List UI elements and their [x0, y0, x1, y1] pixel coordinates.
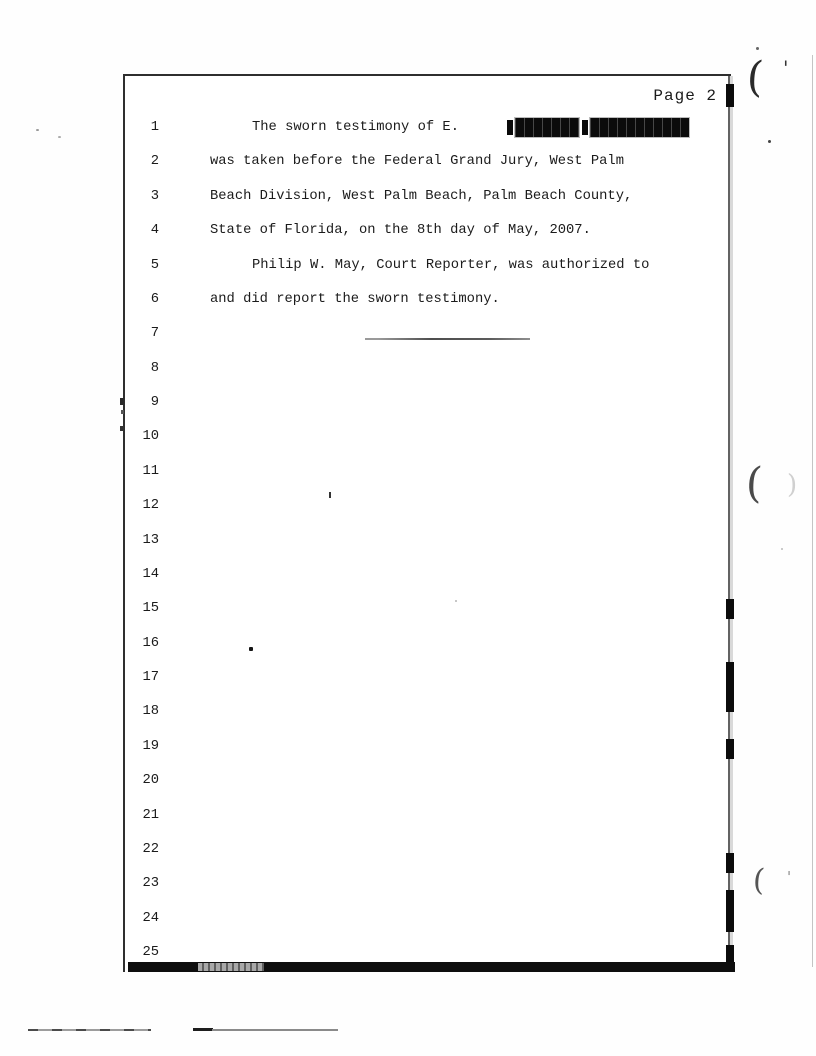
line-number: 19 [142, 738, 159, 754]
scan-dash-line [193, 1028, 213, 1031]
line-number: 7 [150, 326, 159, 342]
scan-mark-paren-middle: ( [744, 457, 764, 508]
transcript-line-row [125, 324, 731, 344]
scan-dot-left-margin [36, 129, 39, 131]
transcript-line-row [125, 531, 731, 551]
transcript-line-row [125, 840, 731, 860]
scan-mark-paren-bottom: ( [751, 862, 766, 899]
transcript-line-row [125, 496, 731, 516]
line-number: 8 [150, 360, 159, 376]
scan-dot-left-margin [58, 136, 61, 138]
signature-rule [365, 338, 530, 340]
page-frame [123, 74, 731, 972]
page-border-right [726, 76, 733, 972]
transcript-line-row [125, 427, 731, 447]
line-number: 16 [142, 635, 159, 651]
transcript-line-row [125, 565, 731, 585]
transcript-line-row [125, 256, 731, 276]
transcript-line-row [125, 221, 731, 241]
scan-edge-line [812, 55, 813, 967]
scan-dash-line [28, 1029, 151, 1031]
page-border-bottom [128, 962, 735, 972]
transcript-line-row [125, 118, 731, 138]
transcript-line-row [125, 702, 731, 722]
line-number: 11 [142, 463, 159, 479]
transcript-line-row [125, 290, 731, 310]
line-number: 24 [142, 910, 159, 926]
line-text: and did report the sworn testimony. [210, 291, 500, 307]
transcript-line-row [125, 393, 731, 413]
scan-mark-tick-top: ' [783, 56, 789, 80]
scan-dash-line [212, 1029, 338, 1031]
redaction-bar [590, 118, 689, 137]
scan-fade-patch [198, 963, 264, 971]
line-number: 5 [150, 257, 159, 273]
scan-dot [781, 548, 783, 550]
transcript-line-row [125, 668, 731, 688]
scan-mark-paren-top: ( [745, 51, 766, 102]
line-number: 4 [150, 223, 159, 239]
line-number: 3 [150, 188, 159, 204]
transcript-line-row [125, 737, 731, 757]
redaction-bar [515, 118, 579, 137]
scan-speck [120, 426, 124, 431]
line-text: was taken before the Federal Grand Jury, West Palm [210, 154, 624, 170]
line-text: State of Florida, on the 8th day of May, 2007. [210, 223, 591, 239]
line-number: 10 [142, 429, 159, 445]
line-number: 9 [150, 395, 159, 410]
redacted-letter-fragment [582, 120, 588, 135]
scan-blob-right-border [726, 84, 734, 107]
line-number: 23 [142, 876, 159, 892]
scan-dot [768, 140, 771, 143]
line-number: 15 [142, 601, 159, 617]
transcript-line-row [125, 152, 731, 172]
transcript-line-row [125, 634, 731, 654]
line-number: 12 [142, 498, 159, 514]
scan-mark-tick-bottom: ' [787, 868, 792, 886]
line-number: 13 [142, 532, 159, 548]
scan-dot [756, 47, 759, 50]
line-text: Philip W. May, Court Reporter, was authorized to [252, 257, 650, 273]
transcript-line-row [125, 806, 731, 826]
line-number: 1 [150, 120, 159, 135]
line-number: 18 [142, 704, 159, 720]
transcript-line-row [125, 599, 731, 619]
line-number: 6 [150, 291, 159, 307]
line-number: 25 [142, 945, 159, 960]
line-number: 21 [142, 807, 159, 823]
scan-speck [121, 410, 124, 414]
line-number: 2 [150, 154, 159, 170]
transcript-line-row [125, 462, 731, 482]
transcript-line-row [125, 874, 731, 894]
line-number: 20 [142, 773, 159, 789]
line-number: 14 [142, 566, 159, 582]
transcript-line-row [125, 187, 731, 207]
transcript-line-row [125, 771, 731, 791]
scan-mark-paren-faint: ) [787, 470, 798, 500]
page-number-label: Page 2 [653, 87, 717, 105]
line-number: 22 [142, 841, 159, 857]
line-text: The sworn testimony of E. [252, 120, 459, 135]
transcript-line-row [125, 359, 731, 379]
line-text: Beach Division, West Palm Beach, Palm Beach County, [210, 188, 633, 204]
scan-speck [120, 398, 124, 405]
redacted-letter-fragment [507, 120, 513, 135]
transcript-line-row [125, 909, 731, 929]
transcript-line-row [125, 943, 731, 963]
line-number: 17 [142, 670, 159, 685]
